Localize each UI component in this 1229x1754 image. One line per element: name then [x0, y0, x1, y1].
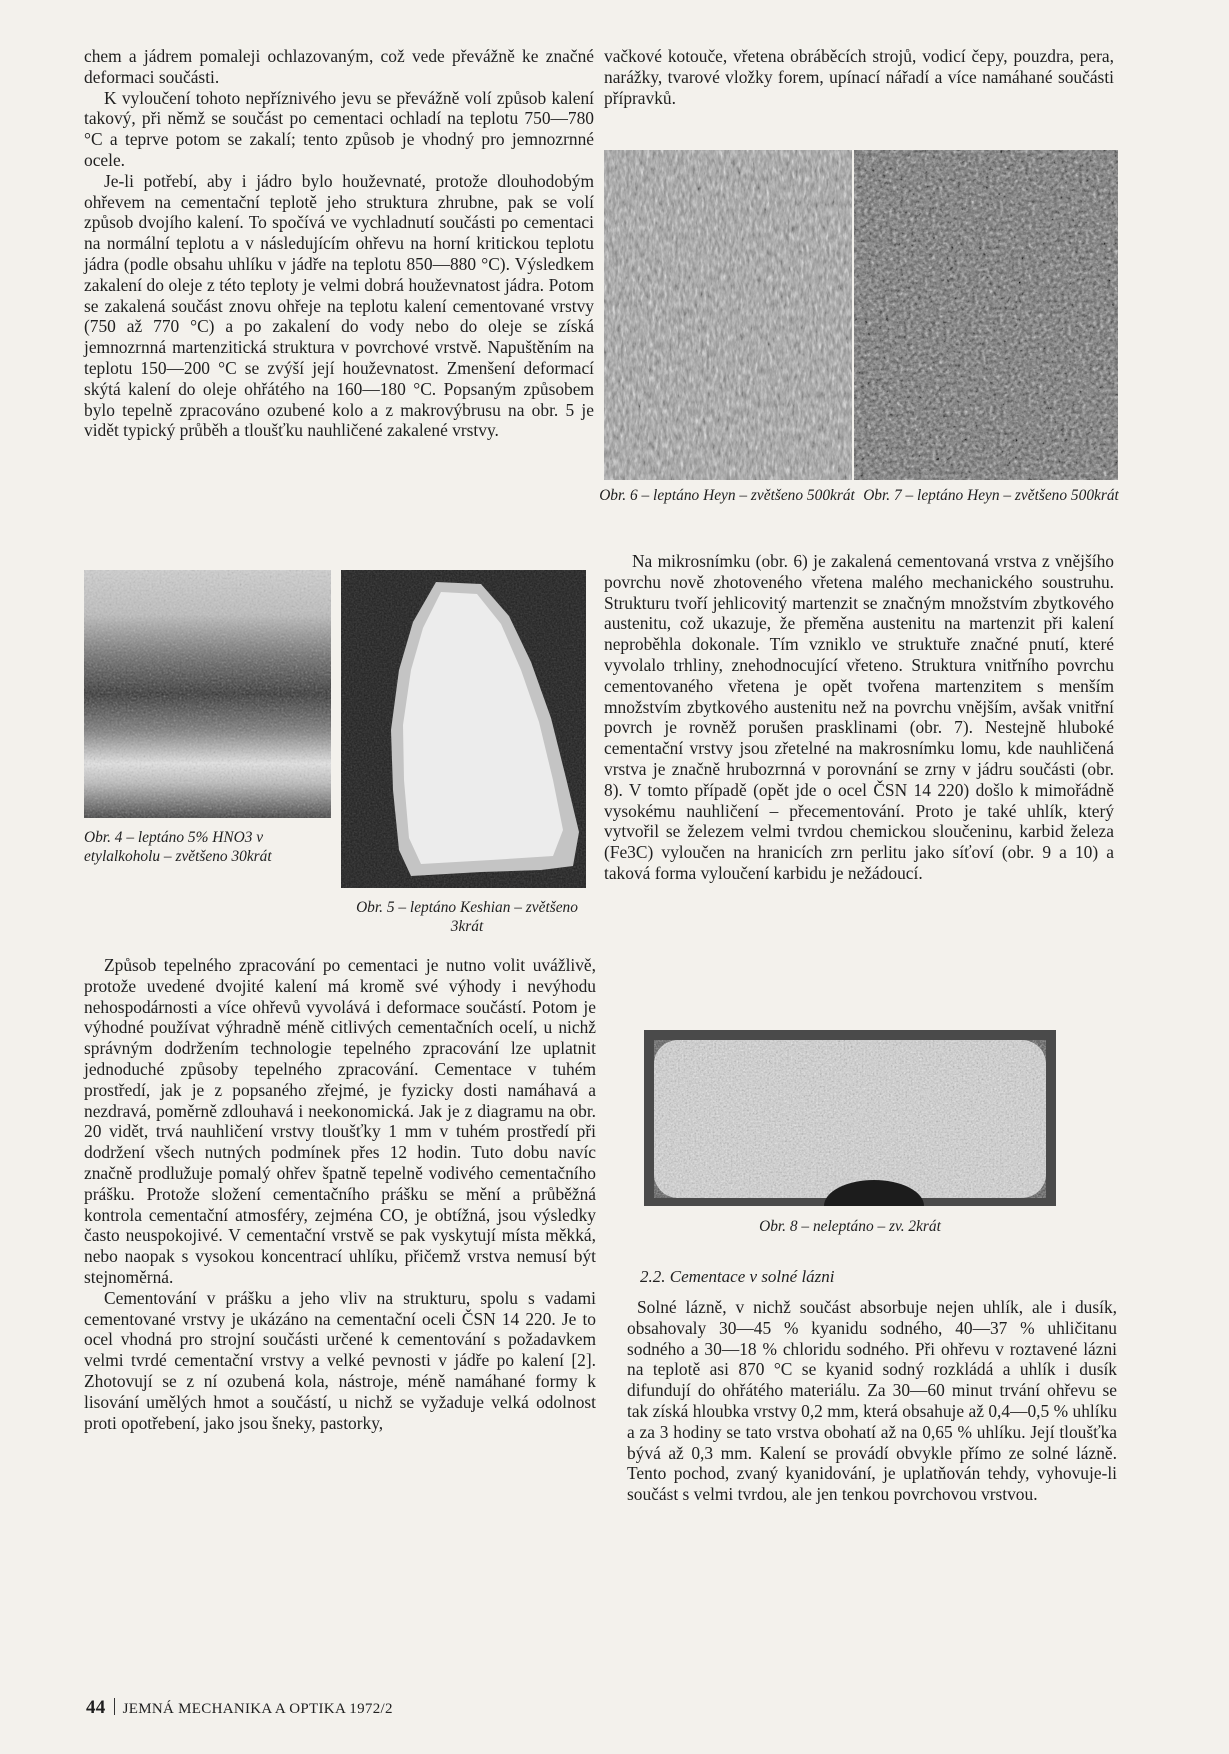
right-column-top	[604, 46, 1114, 108]
figure-8-image	[644, 1030, 1056, 1206]
left-column-top	[84, 46, 594, 441]
footer-divider	[114, 1698, 115, 1715]
section-heading: 2.2. Cementace v solné lázni	[640, 1267, 835, 1286]
macro-section-image	[341, 570, 586, 888]
micrograph-image	[854, 150, 1118, 480]
paragraph: Na mikrosnímku (obr. 6) je zakalená cementovaná vrstva z vnějšího povrchu nově zhotoveného vřetena malého mechanického soustruhu. Strukturu tvoří jehlicovitý martenzit se značným množstvím zbytkového austenitu, což ukazuje, že přeměna austenitu na martenzit při kalení neproběhla dokonale. Tím vzniklo ve struktuře značné pnutí, které vyvolalo trhliny, znehodnocující vřeteno. Struktura vnitřního povrchu cementovaného vřetena je opět tvořena martenzitem s menším množstvím zbytkového austenitu než na povrchu vnějším, avšak vnitřní povrch je rovněž porušen prasklinami (obr. 7). Nestejně hluboké cementační vrstvy jsou zřetelné na makrosnímku lomu, kde nauhličená vrstva je značně hrubozrnná v porovnání se zrny v jádru součásti (obr. 8). V tomto případě (opět jde o ocel ČSN 14 220) došlo k mimořádně vysokému nauhličení – přecementování. Proto je také uhlík, který vytvořil se železem velmi tvrdou chemickou sloučeninu, karbid železa (Fe3C) vyloučen na hranicích zrn perlitu jako síťoví (obr. 9 a 10) a taková forma vyloučení karbidu je nežádoucí.	[604, 551, 1114, 883]
figure-5-image	[341, 570, 586, 888]
caption-figure-7: Obr. 7 – leptáno Heyn – zvětšeno 500krát	[863, 487, 1119, 504]
figure-6-micrograph	[604, 150, 852, 480]
caption-figure-8: Obr. 8 – neleptáno – zv. 2krát	[759, 1218, 941, 1235]
left-column-bottom	[84, 955, 596, 1433]
page-number: 44	[86, 1697, 106, 1718]
micrograph-image	[604, 150, 852, 480]
paragraph: chem a jádrem pomaleji ochlazovaným, což vede převážně ke značné deformaci součásti.	[84, 46, 594, 87]
right-column-middle	[604, 551, 1114, 884]
fracture-image	[644, 1030, 1056, 1206]
figure-7-micrograph	[854, 150, 1118, 480]
caption-figure-5: Obr. 5 – leptáno Keshian – zvětšeno 3krát	[356, 899, 578, 935]
caption-figure-6: Obr. 6 – leptáno Heyn – zvětšeno 500krát	[599, 487, 855, 504]
caption-figure-4: Obr. 4 – leptáno 5% HNO3 v etylalkoholu – zvětšeno 30krát	[84, 829, 272, 865]
paragraph: Je-li potřebí, aby i jádro bylo houževnaté, protože dlouhodobým ohřevem na cementační teplotě jeho struktura zhrubne, pak se volí způsob dvojího kalení. To spočívá ve vychladnutí součásti po cementaci na normální teplotu a v následujícím ohřevu na horní kritickou teplotu jádra (podle obsahu uhlíku v jádře na teplotu 850—880 °C). Výsledkem zakalení do oleje z této teploty je velmi dobrá houževnatost jádra. Potom se zakalená součást znovu ohřeje na teplotu kalení cementované vrstvy (750 až 770 °C) a po zakalení do vody nebo do oleje se získá jemnozrnná martenzitická struktura v povrchové vrstvě. Napuštěním na teplotu 150—200 °C se zvýší její houževnatost. Zmenšení deformací skýtá kalení do oleje ohřátého na 160—180 °C. Popsaným způsobem bylo tepelně zpracováno ozubené kolo a z makrovýbrusu na obr. 5 je vidět typický průběh a tloušťku nauhličené zakalené vrstvy.	[84, 170, 594, 441]
paragraph: K vyloučení tohoto nepříznivého jevu se převážně volí způsob kalení takový, při němž se součást po cementaci ochladí na teplotu 750—780 °C a teprve potom se zakalí; tento způsob je vhodný pro jemnozrnné ocele.	[84, 87, 594, 170]
journal-name: JEMNÁ MECHANIKA A OPTIKA 1972/2	[122, 1701, 393, 1717]
paragraph: vačkové kotouče, vřetena obráběcích strojů, vodicí čepy, pouzdra, pera, narážky, tvarové vložky forem, upínací nářadí a více namáhané součásti přípravků.	[604, 46, 1114, 108]
right-column-bottom	[627, 1297, 1117, 1505]
page-footer	[86, 1697, 393, 1719]
paragraph: Způsob tepelného zpracování po cementaci je nutno volit uvážlivě, protože uvedené dvojité kalení má kromě své výhody i nevýhodu nehospodárnosti a více ohřevů vyvolává i deformace součástí. Potom je výhodné používat výhradně méně citlivých cementačních ocelí, u nichž správným dodržením technologie tepelného zpracování lze uplatnit jednoduché způsoby tepelného zpracování. Cementace v tuhém prostředí, jak je z popsaného zřejmé, je fyzicky dosti namáhavá a nezdravá, poměrně zdlouhavá i neekonomická. Jak je z diagramu na obr. 20 vidět, trvá nauhličení vrstvy tloušťky 1 mm v tuhém prostředí při dodržení všech nutných podmínek přes 12 hodin. Tuto dobu navíc značně prodlužuje pomalý ohřev špatně tepelně vodivého cementačního prášku. Protože složení cementačního prášku se mění a průběžná kontrola cementační atmosféry, zejména CO, je obtížná, jsou výsledky často neuspokojivé. V cementační vrstvě se pak vyskytují místa měkká, nebo naopak s vysokou koncentrací uhlíku, přičemž vrstva nemusí být stejnoměrná.	[84, 955, 596, 1287]
figure-4-image	[84, 570, 331, 818]
paragraph: Cementování v prášku a jeho vliv na strukturu, spolu s vadami cementované vrstvy je ukázáno na cementační oceli ČSN 14 220. Je to ocel vhodná pro strojní součásti určené k cementování s požadavkem velmi tvrdé cementační vrstvy a velké pevnosti v jádře po kalení [2]. Zhotovují se z ní ozubená kola, nástroje, méně namáhané formy k lisování umělých hmot a součástí, u nichž se vyžaduje velká odolnost proti opotřebení, jako jsou šneky, pastorky,	[84, 1287, 596, 1433]
macro-image	[84, 570, 331, 818]
paragraph: Solné lázně, v nichž součást absorbuje nejen uhlík, ale i dusík, obsahovaly 30—45 % kyanidu sodného, 40—37 % uhličitanu sodného a 30—18 % chloridu sodného. Při ohřevu v roztavené lázni na teplotě asi 870 °C se kyanid sodný rozkládá a uhlík i dusík difundují do ohřátého materiálu. Za 30—60 minut trvání ohřevu se tak získá hloubka vrstvy 0,2 mm, která obsahuje až 0,4—0,5 % uhlíku a za 3 hodiny se tato vrstva obohatí až na 0,65 % uhlíku. Její tloušťka bývá až 0,3 mm. Kalení se provádí obvykle přímo ze solné lázně. Tento pochod, zvaný kyanidování, je uplatňován tehdy, vyhovuje-li součást s velmi tvrdou, ale jen tenkou povrchovou vrstvou.	[627, 1297, 1117, 1505]
